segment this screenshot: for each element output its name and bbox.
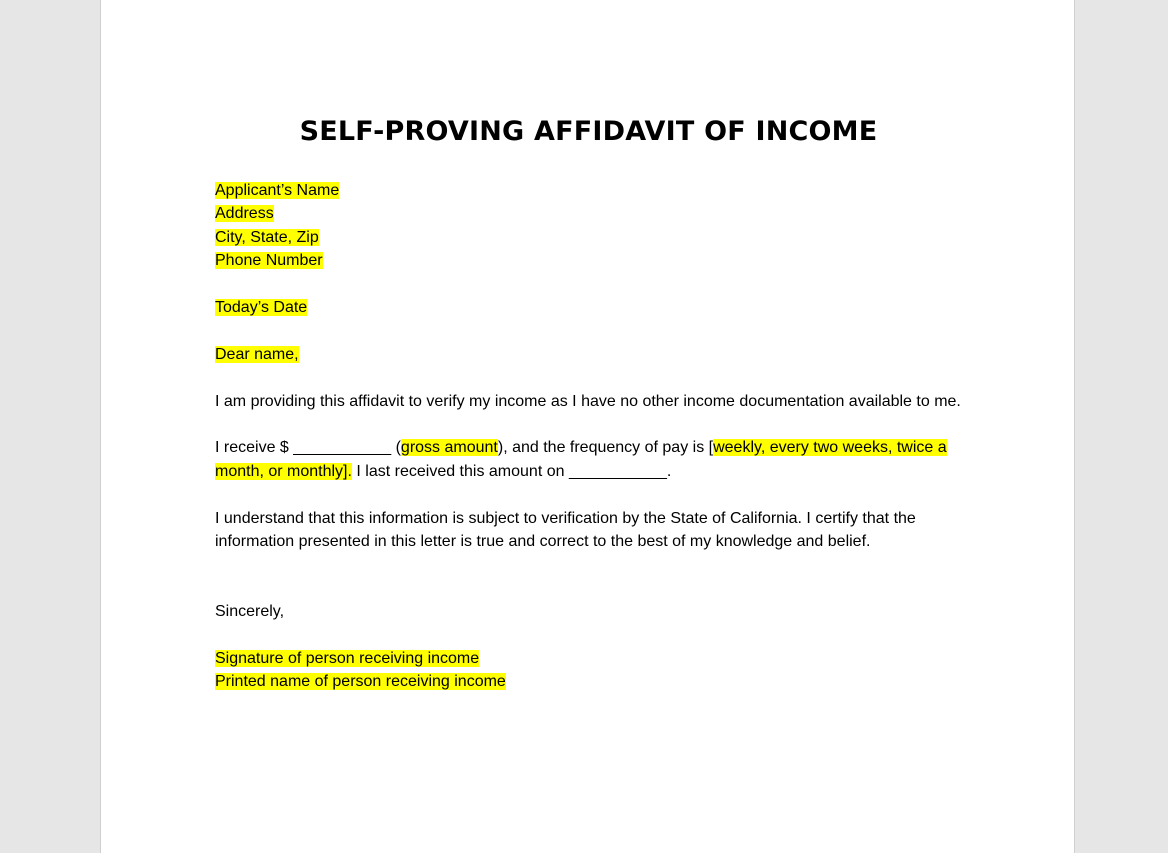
salutation-block bbox=[215, 343, 975, 366]
paragraph-income bbox=[215, 436, 975, 483]
document-page bbox=[100, 0, 1075, 853]
date-block bbox=[215, 296, 975, 319]
document-title: SELF-PROVING AFFIDAVIT OF INCOME bbox=[299, 116, 878, 147]
pay-frequency-placeholder: weekly, every two weeks, twice a month, or monthly]. bbox=[215, 439, 947, 480]
closing-block bbox=[215, 600, 975, 623]
paragraph-certification: I understand that this information is subject to verification by the State of California. I certify that the information presented in this letter is true and correct to the best of my knowledge and belief. bbox=[215, 509, 916, 551]
closing: Sincerely, bbox=[215, 603, 285, 621]
signature-block bbox=[215, 647, 975, 694]
applicant-city-state-zip: City, State, Zip bbox=[215, 228, 319, 246]
document-body bbox=[215, 179, 975, 694]
signature-line: Signature of person receiving income bbox=[215, 650, 480, 668]
income-text-1: I receive $ ___________ ( bbox=[215, 439, 401, 457]
applicant-block bbox=[215, 179, 975, 273]
income-text-2: ), and the frequency of pay is [ bbox=[497, 439, 714, 457]
applicant-address: Address bbox=[215, 205, 274, 223]
todays-date: Today’s Date bbox=[215, 299, 308, 317]
printed-name-line: Printed name of person receiving income bbox=[215, 673, 506, 691]
salutation: Dear name, bbox=[215, 345, 299, 363]
applicant-name: Applicant’s Name bbox=[215, 182, 340, 199]
paragraph-purpose: I am providing this affidavit to verify my income as I have no other income documentation available to me. bbox=[215, 392, 961, 410]
income-text-3: I last received this amount on ___________. bbox=[351, 462, 672, 480]
applicant-phone: Phone Number bbox=[215, 252, 323, 270]
gross-amount-placeholder: gross amount bbox=[400, 439, 498, 457]
